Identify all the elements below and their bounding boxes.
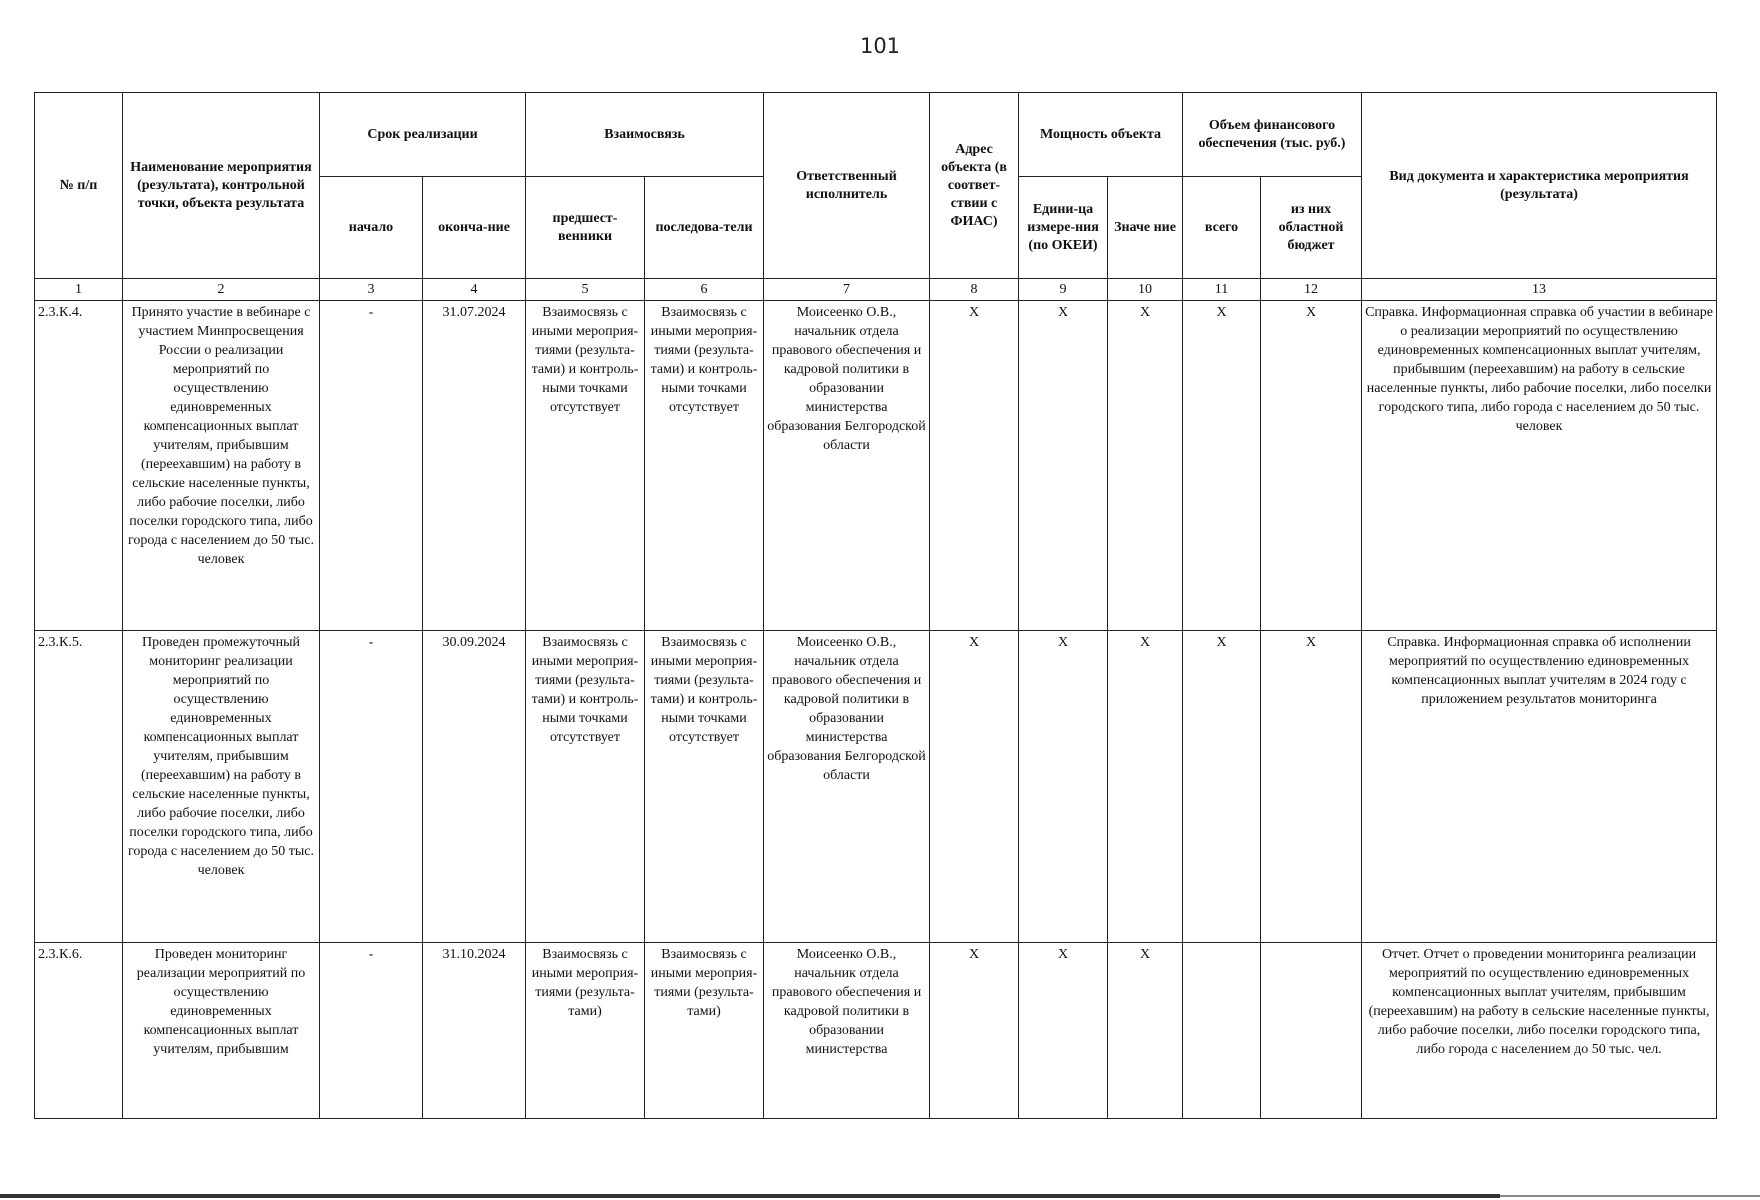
row-responsible: Моисеенко О.В., начальник отдела правового обеспечения и кадровой политики в образовании министерства образования Белгородской области [764, 631, 930, 943]
row-id: 2.3.К.6. [35, 943, 123, 1119]
column-number: 1 [35, 279, 123, 301]
header-relation-prev: предшест-венники [526, 177, 645, 279]
row-total [1183, 943, 1261, 1119]
table-row [35, 631, 1717, 943]
row-next: Взаимосвязь с иными мероприя-тиями (результа-тами) [645, 943, 764, 1119]
row-doc: Справка. Информационная справка об исполнении мероприятий по осуществлению единовременных компенсационных выплат учителям в 2024 году с приложением результатов мониторинга [1362, 631, 1717, 943]
header-term: Срок реализации [320, 93, 526, 177]
row-address: X [930, 301, 1019, 631]
header-capacity-value: Значе ние [1108, 177, 1183, 279]
header-name: Наименование мероприятия (результата), контрольной точки, объекта результата [123, 93, 320, 279]
row-prev: Взаимосвязь с иными мероприя-тиями (результа-тами) [526, 943, 645, 1119]
row-regional: X [1261, 301, 1362, 631]
row-id: 2.3.К.4. [35, 301, 123, 631]
table-header [35, 93, 1717, 279]
column-number: 4 [423, 279, 526, 301]
row-next: Взаимосвязь с иными мероприя-тиями (результа-тами) и контроль-ными точками отсутствует [645, 301, 764, 631]
header-relation: Взаимосвязь [526, 93, 764, 177]
header-term-start: начало [320, 177, 423, 279]
table-row [35, 301, 1717, 631]
row-unit: X [1019, 943, 1108, 1119]
header-capacity-unit: Едини-ца измере-ния (по ОКЕИ) [1019, 177, 1108, 279]
row-address: X [930, 943, 1019, 1119]
header-num: № п/п [35, 93, 123, 279]
column-number: 7 [764, 279, 930, 301]
row-doc: Справка. Информационная справка об участии в вебинаре о реализации мероприятий по осуществлению единовременных компенсационных выплат учителям, прибывшим (переехавшим) на работу в сельские населенные пункты, либо рабочие поселки, либо поселки городского типа, либо города с населением до 50 тыс. человек [1362, 301, 1717, 631]
row-name: Проведен мониторинг реализации мероприятий по осуществлению единовременных компенсационных выплат учителям, прибывшим [123, 943, 320, 1119]
row-start: - [320, 301, 423, 631]
header-term-end: оконча-ние [423, 177, 526, 279]
row-end: 30.09.2024 [423, 631, 526, 943]
row-end: 31.10.2024 [423, 943, 526, 1119]
table-row [35, 943, 1717, 1119]
column-number: 6 [645, 279, 764, 301]
column-number: 11 [1183, 279, 1261, 301]
row-value: X [1108, 301, 1183, 631]
row-prev: Взаимосвязь с иными мероприя-тиями (результа-тами) и контроль-ными точками отсутствует [526, 631, 645, 943]
column-number: 3 [320, 279, 423, 301]
row-name: Проведен промежуточный мониторинг реализации мероприятий по осуществлению единовременных компенсационных выплат учителям, прибывшим (переехавшим) на работу в сельские населенные пункты, либо рабочие поселки, либо поселки городского типа, либо города с населением до 50 тыс. человек [123, 631, 320, 943]
row-doc: Отчет. Отчет о проведении мониторинга реализации мероприятий по осуществлению единовременных компенсационных выплат учителям, прибывшим (переехавшим) на работу в сельские населенные пункты, либо рабочие поселки, либо поселки городского типа, либо города с населением до 50 тыс. чел. [1362, 943, 1717, 1119]
row-regional [1261, 943, 1362, 1119]
row-start: - [320, 631, 423, 943]
header-finance-regional: из них областной бюджет [1261, 177, 1362, 279]
header-relation-next: последова-тели [645, 177, 764, 279]
row-next: Взаимосвязь с иными мероприя-тиями (результа-тами) и контроль-ными точками отсутствует [645, 631, 764, 943]
row-value: X [1108, 943, 1183, 1119]
column-number: 9 [1019, 279, 1108, 301]
row-name: Принято участие в вебинаре с участием Минпросвещения России о реализации мероприятий по осуществлению единовременных компенсационных выплат учителям, прибывшим (переехавшим) на работу в сельские населенные пункты, либо рабочие поселки, либо поселки городского типа, либо города с населением до 50 тыс. человек [123, 301, 320, 631]
column-number: 13 [1362, 279, 1717, 301]
header-finance-total: всего [1183, 177, 1261, 279]
row-start: - [320, 943, 423, 1119]
header-address: Адрес объекта (в соответ-ствии с ФИАС) [930, 93, 1019, 279]
row-regional: X [1261, 631, 1362, 943]
row-unit: X [1019, 301, 1108, 631]
page-number: 101 [859, 34, 901, 58]
scan-edge-line [0, 1194, 1500, 1198]
row-responsible: Моисеенко О.В., начальник отдела правового обеспечения и кадровой политики в образовании министерства [764, 943, 930, 1119]
row-total: X [1183, 631, 1261, 943]
row-address: X [930, 631, 1019, 943]
scan-edge-line-faint [1500, 1195, 1760, 1197]
column-number: 5 [526, 279, 645, 301]
column-number-row [35, 279, 1717, 301]
header-finance: Объем финансового обеспечения (тыс. руб.) [1183, 93, 1362, 177]
row-total: X [1183, 301, 1261, 631]
row-prev: Взаимосвязь с иными мероприя-тиями (результа-тами) и контроль-ными точками отсутствует [526, 301, 645, 631]
row-unit: X [1019, 631, 1108, 943]
header-doc: Вид документа и характеристика мероприятия (результата) [1362, 93, 1717, 279]
header-capacity: Мощность объекта [1019, 93, 1183, 177]
plan-table [34, 92, 1717, 1119]
row-value: X [1108, 631, 1183, 943]
column-number: 2 [123, 279, 320, 301]
column-number: 10 [1108, 279, 1183, 301]
column-number: 8 [930, 279, 1019, 301]
row-responsible: Моисеенко О.В., начальник отдела правового обеспечения и кадровой политики в образовании министерства образования Белгородской области [764, 301, 930, 631]
row-end: 31.07.2024 [423, 301, 526, 631]
row-id: 2.3.К.5. [35, 631, 123, 943]
column-number: 12 [1261, 279, 1362, 301]
header-responsible: Ответственный исполнитель [764, 93, 930, 279]
